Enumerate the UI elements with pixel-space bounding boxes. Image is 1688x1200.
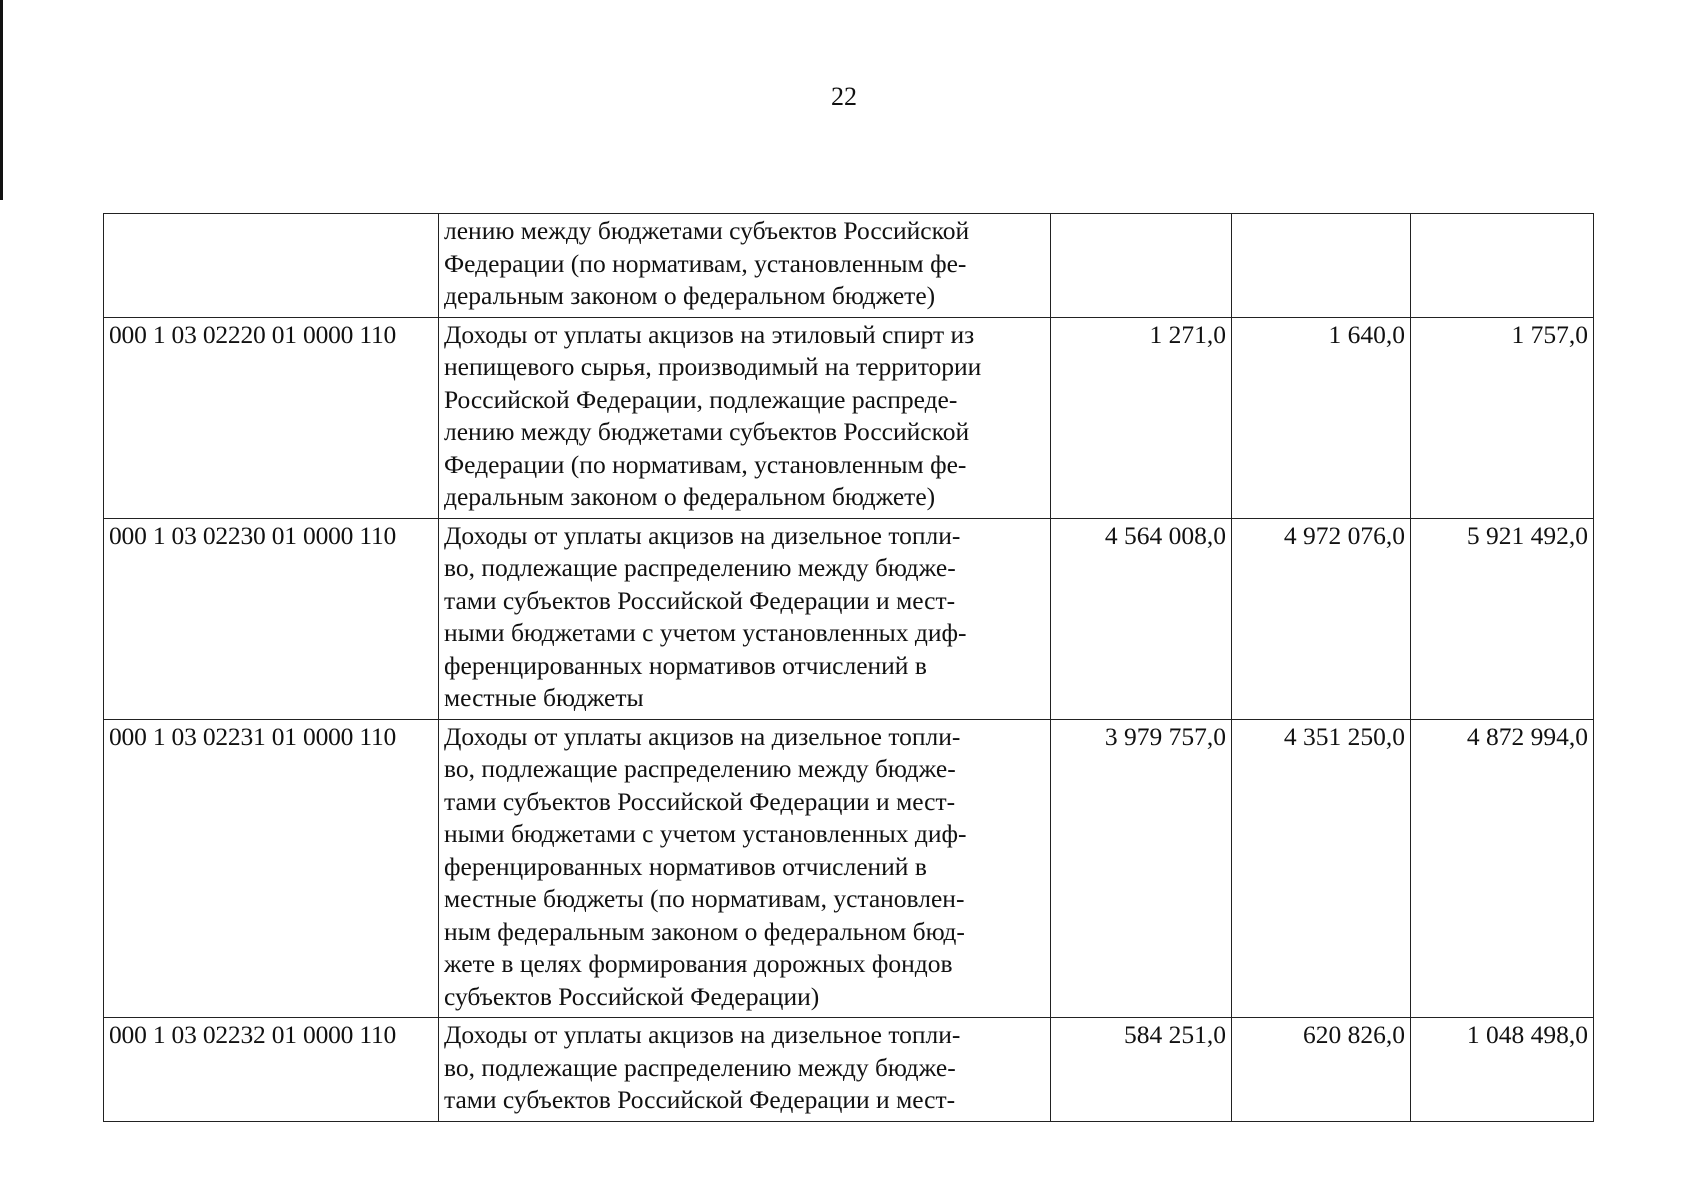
- description-cell: Доходы от уплаты акцизов на этиловый спирт из непищевого сырья, производимый на территории Российской Федерации, подлежащие распреде- лению между бюджетами субъектов Российской Федерации (по нормативам, установленным фе- деральным законом о федеральном бюджете): [439, 317, 1051, 518]
- budget-code-cell: 000 1 03 02220 01 0000 110: [104, 317, 439, 518]
- table-row: [104, 719, 1594, 1018]
- value-cell-year-2: 4 351 250,0: [1232, 719, 1411, 1018]
- value-cell-year-1: 1 271,0: [1051, 317, 1232, 518]
- budget-code-cell: 000 1 03 02231 01 0000 110: [104, 719, 439, 1018]
- budget-code-cell: 000 1 03 02232 01 0000 110: [104, 1018, 439, 1122]
- table-row: [104, 518, 1594, 719]
- value-cell-year-1: 584 251,0: [1051, 1018, 1232, 1122]
- description-cell: лению между бюджетами субъектов Российской Федерации (по нормативам, установленным фе- деральным законом о федеральном бюджете): [439, 214, 1051, 318]
- value-cell-year-2: 1 640,0: [1232, 317, 1411, 518]
- table-row: [104, 1018, 1594, 1122]
- value-cell-year-3: 4 872 994,0: [1411, 719, 1594, 1018]
- value-cell-year-3: 5 921 492,0: [1411, 518, 1594, 719]
- value-cell-year-2: [1232, 214, 1411, 318]
- value-cell-year-1: [1051, 214, 1232, 318]
- description-cell: Доходы от уплаты акцизов на дизельное топли- во, подлежащие распределению между бюдже- тами субъектов Российской Федерации и мест- ными бюджетами с учетом установленных диф- ференцированных нормативов отчислений в местные бюджеты: [439, 518, 1051, 719]
- page-number: 22: [831, 82, 857, 111]
- value-cell-year-1: 4 564 008,0: [1051, 518, 1232, 719]
- value-cell-year-2: 620 826,0: [1232, 1018, 1411, 1122]
- value-cell-year-3: [1411, 214, 1594, 318]
- description-cell: Доходы от уплаты акцизов на дизельное топли- во, подлежащие распределению между бюдже- тами субъектов Российской Федерации и мест- ными бюджетами с учетом установленных диф- ференцированных нормативов отчислений в местные бюджеты (по нормативам, установлен- ным федеральным законом о федеральном бюд- жете в целях формирования дорожных фондов субъектов Российской Федерации): [439, 719, 1051, 1018]
- table-row: [104, 214, 1594, 318]
- description-cell: Доходы от уплаты акцизов на дизельное топли- во, подлежащие распределению между бюдже- тами субъектов Российской Федерации и мест-: [439, 1018, 1051, 1122]
- value-cell-year-3: 1 757,0: [1411, 317, 1594, 518]
- budget-code-cell: 000 1 03 02230 01 0000 110: [104, 518, 439, 719]
- value-cell-year-3: 1 048 498,0: [1411, 1018, 1594, 1122]
- value-cell-year-2: 4 972 076,0: [1232, 518, 1411, 719]
- table-row: [104, 317, 1594, 518]
- value-cell-year-1: 3 979 757,0: [1051, 719, 1232, 1018]
- budget-code-cell: [104, 214, 439, 318]
- budget-revenue-table: [103, 213, 1594, 1122]
